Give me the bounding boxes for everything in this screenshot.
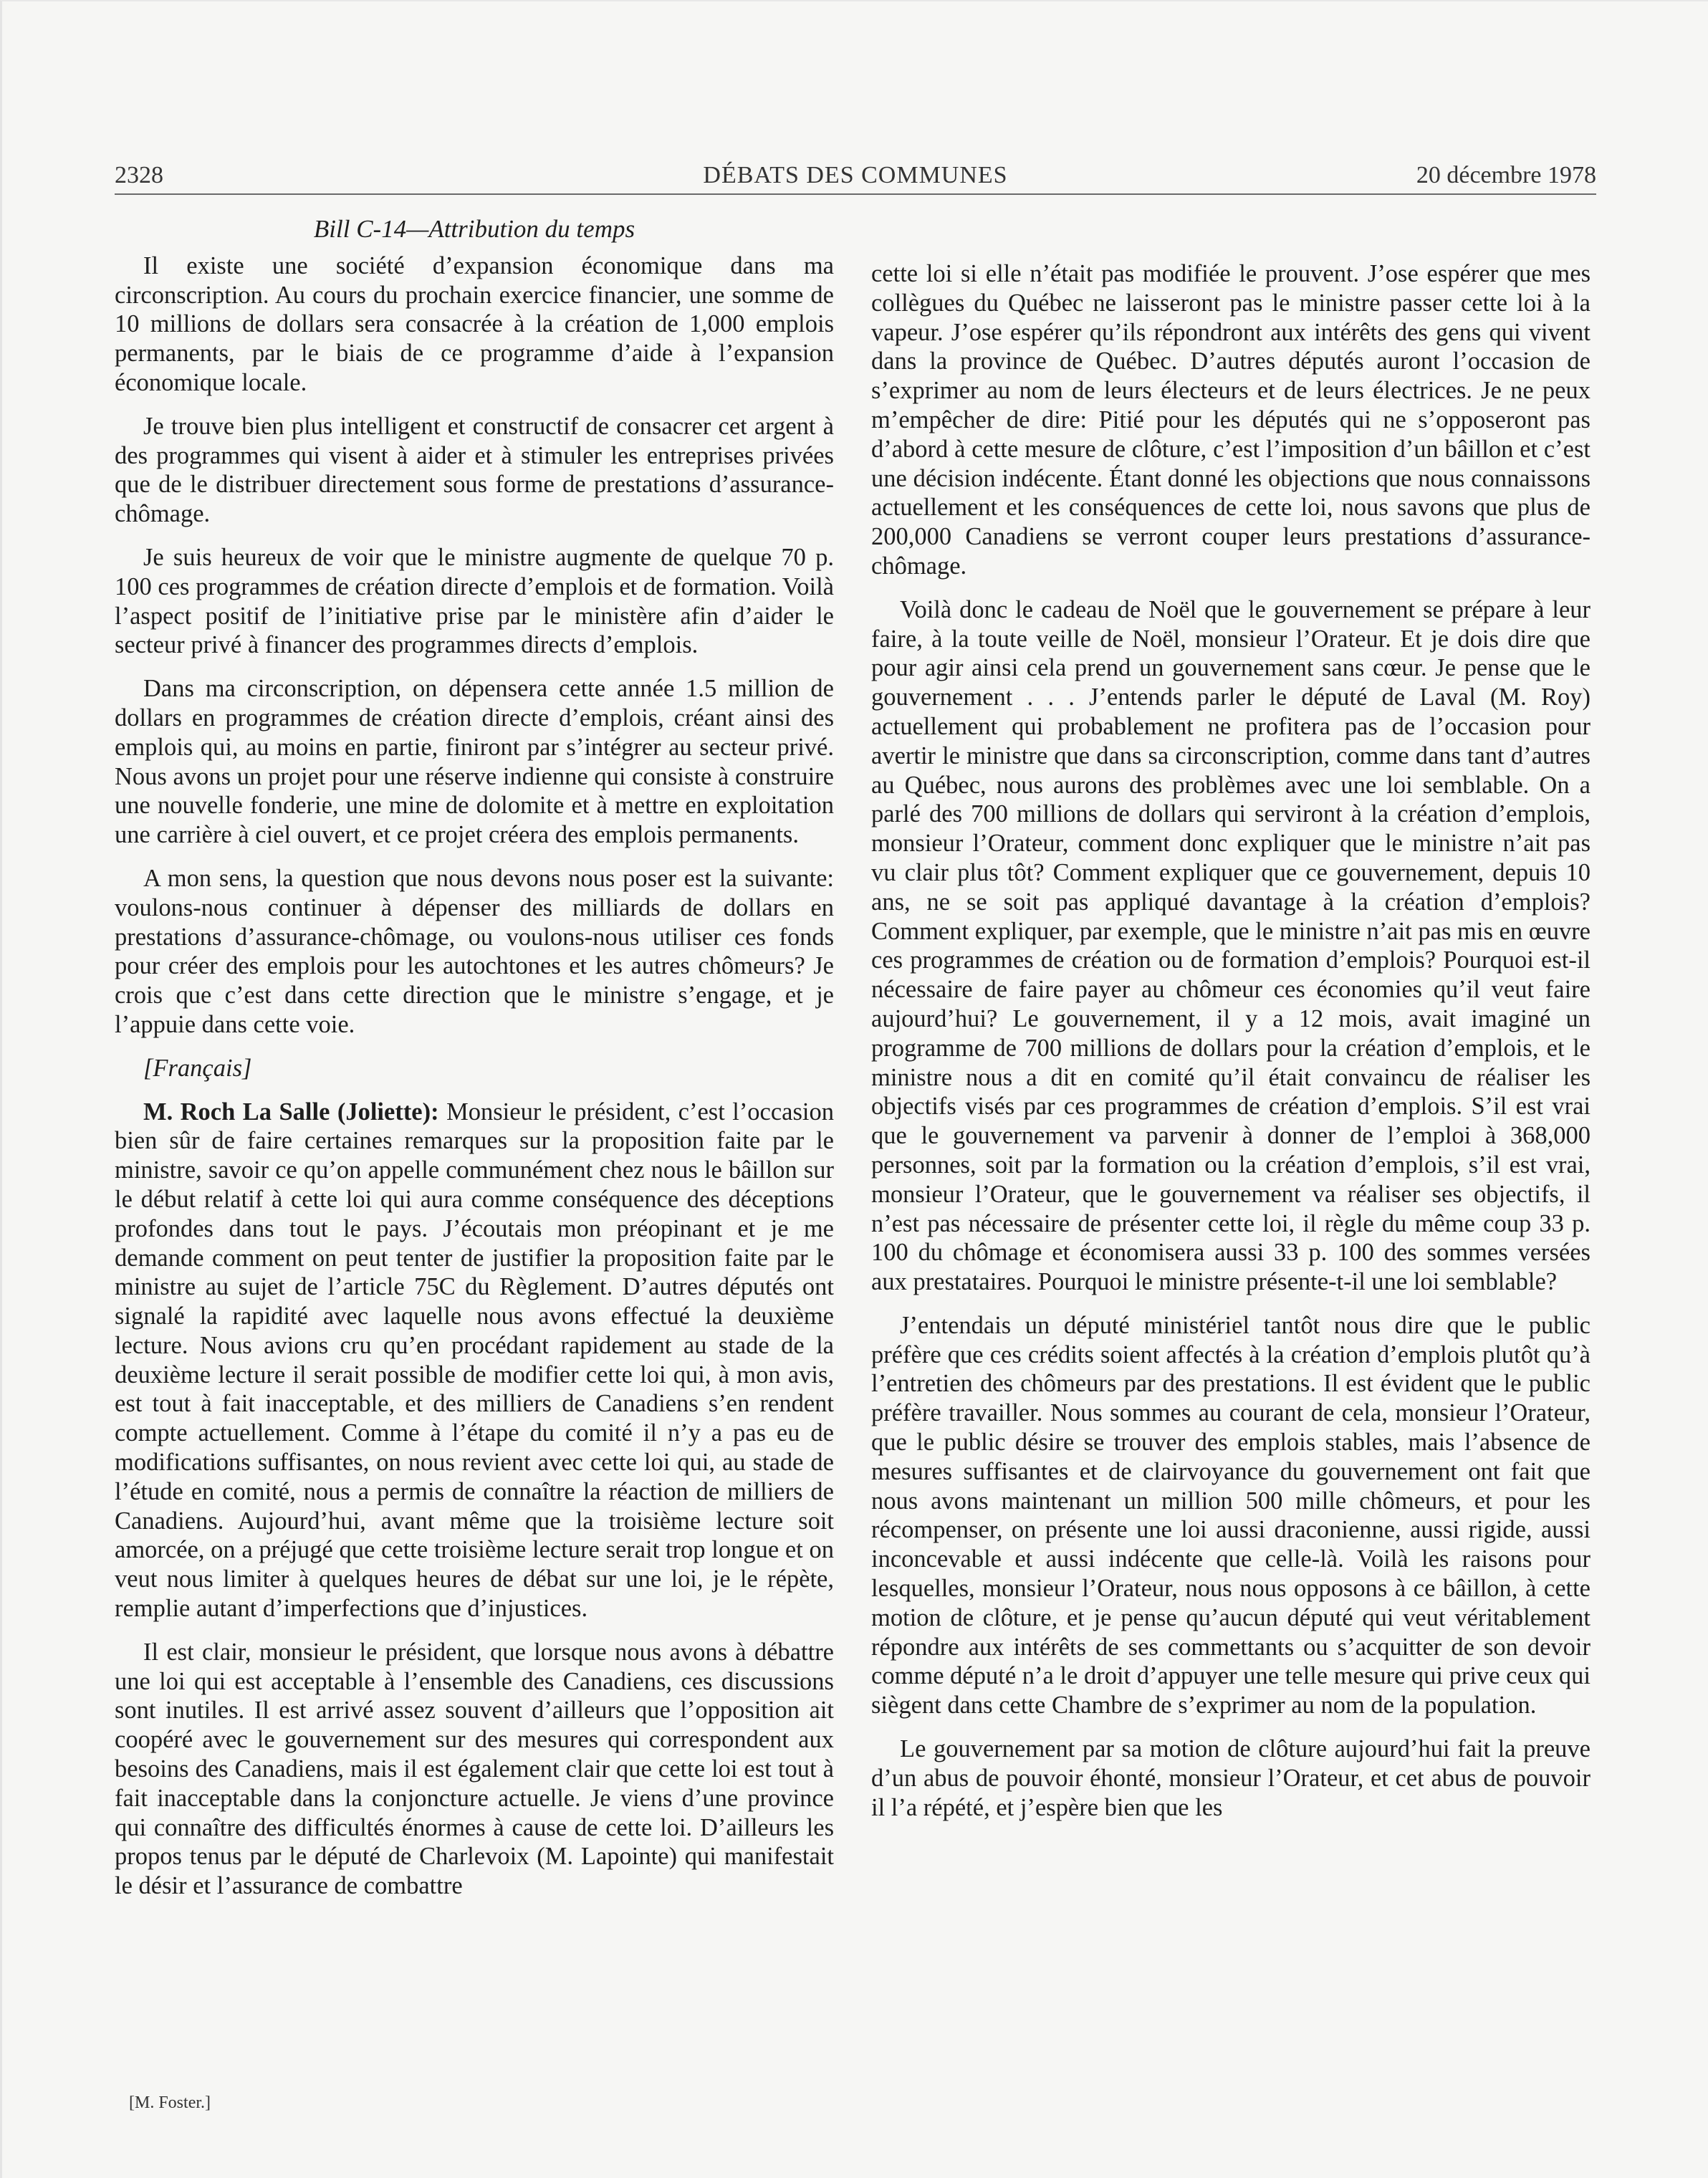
paragraph: Je trouve bien plus intelligent et constructif de consacrer cet argent à des programmes qui visent à aider et à stimuler les entreprises privées que de le distribuer directement sous forme de prestations d’assurance-chômage. xyxy=(115,412,834,528)
speech-paragraph xyxy=(115,1098,834,1623)
speaker-name: M. Roch La Salle (Joliette): xyxy=(143,1098,439,1126)
running-title: Bill C-14—Attribution du temps xyxy=(313,215,635,243)
publication-date: 20 décembre 1978 xyxy=(1416,162,1596,188)
left-column xyxy=(115,215,834,1915)
paragraph: A mon sens, la question que nous devons nous poser est la suivante: voulons-nous continuer à dépenser des milliards de dollars en prestations d’assurance-chômage, ou voulons-nous utiliser ces fonds pour créer des emplois pour les autochtones et les autres chômeurs? Je crois que c’est dans cette direction que le ministre s’engage, et je l’appuie dans cette voie. xyxy=(115,864,834,1038)
paragraph: cette loi si elle n’était pas modifiée le prouvent. J’ose espérer que mes collègues du Québec ne laisseront pas le ministre passer cette loi à la vapeur. J’ose espérer qu’ils répondront aux intérêts des gens qui vivent dans la province de Québec. D’autres députés auront l’occasion de s’exprimer au nom de leurs électeurs et de leurs électrices. Je ne peux m’empêcher de dire: Pitié pour les députés qui ne s’opposeront pas d’abord à cette mesure de clôture, c’est l’imposition d’un bâillon et c’est une décision indécente. Étant donné les objections que nous connaissons actuellement et les conséquences de cette loi, nous savons que plus de 200,000 Canadiens se verront couper leurs prestations d’assurance-chômage. xyxy=(871,260,1591,580)
right-column xyxy=(871,259,1591,1836)
speech-text: Monsieur le président, c’est l’occasion bien sûr de faire certaines remarques sur la proposition faite par le ministre, savoir ce qu’on appelle communément chez nous le bâillon sur le début relatif à cette loi qui aura comme conséquence des déceptions profondes dans tout le pays. J’écoutais mon préopinant et je me demande comment on peut tenter de justifier la proposition faite par le ministre au sujet de l’article 75C du Règlement. D’autres députés ont signalé la rapidité avec laquelle nous avons effectué la deuxième lecture. Nous avions cru qu’en procédant rapidement au stade de la deuxième lecture il serait possible de modifier cette loi qui, à mon avis, est tout à fait inacceptable, et des milliers de Canadiens s’en rendent compte actuellement. Comme à l’étape du comité il n’y a pas eu de modifications suffisantes, on nous revient avec cette loi qui, au stade de l’étude en comité, nous a permis de connaître la réaction de milliers de Canadiens. Aujourd’hui, avant même que la troisième lecture soit amorcée, on a préjugé que cette troisième lecture serait trop longue et on veut nous limiter à quelques heures de débat sur une loi, je le répète, remplie autant d’imperfections que d’injustices. xyxy=(115,1098,835,1623)
paragraph: Dans ma circonscription, on dépensera cette année 1.5 million de dollars en programmes de création directe d’emplois, créant ainsi des emplois qui, au moins en partie, finiront par s’intégrer au secteur privé. Nous avons un projet pour une réserve indienne qui consiste à construire une nouvelle fonderie, une mine de dolomite et à mettre en exploitation une carrière à ciel ouvert, et ce projet créera des emplois permanents. xyxy=(115,675,834,849)
footnote: [M. Foster.] xyxy=(129,2093,211,2112)
paragraph: Il est clair, monsieur le président, que lorsque nous avons à débattre une loi qui est acceptable à l’ensemble des Canadiens, ces discussions sont inutiles. Il est arrivé assez souvent d’ailleurs que l’opposition ait coopéré avec le gouvernement sur des mesures qui correspondent aux besoins des Canadiens, mais il est également clair que cette loi est tout à fait inacceptable dans la conjoncture actuelle. Je viens d’une province qui connaître des difficultés énormes à cause de cette loi. D’ailleurs les propos tenus par le député de Charlevoix (M. Lapointe) qui manifestait le désir et l’assurance de combattre xyxy=(115,1638,834,1900)
paragraph: J’entendais un député ministériel tantôt nous dire que le public préfère que ces crédits soient affectés à la création d’emplois plutôt qu’à l’entretien des chômeurs par des prestations. Il est évident que le public préfère travailler. Nous sommes au courant de cela, monsieur l’Orateur, que le public désire se trouver des emplois stables, mais l’absence de mesures suffisantes et de clairvoyance du gouvernement ont fait que nous avons maintenant un million 500 mille chômeurs, et pour les récompenser, on présente une loi aussi draconienne, aussi rigide, aussi inconcevable et aussi indécente que celle-là. Voilà les raisons pour lesquelles, monsieur l’Orateur, nous nous opposons à ce bâillon, à cette motion de clôture, et je pense qu’aucun député qui veut véritablement répondre aux intérêts de ses commettants ou s’acquitter de son devoir comme député n’a le droit d’appuyer une telle mesure qui prive ceux qui siègent dans cette Chambre de s’exprimer au nom de la population. xyxy=(871,1311,1591,1719)
paragraph: Je suis heureux de voir que le ministre augmente de quelque 70 p. 100 ces programmes de création directe d’emplois et de formation. Voilà l’aspect positif de l’initiative prise par le ministère afin d’aider le secteur privé à financer des programmes directs d’emplois. xyxy=(115,543,834,659)
publication-title: DÉBATS DES COMMUNES xyxy=(703,162,1008,188)
page-number: 2328 xyxy=(115,162,163,188)
paragraph: Voilà donc le cadeau de Noël que le gouvernement se prépare à leur faire, à la toute veille de Noël, monsieur l’Orateur. Et je dois dire que pour agir ainsi cela prend un gouvernement sans cœur. Je pense que le gouvernement . . . J’entends parler le député de Laval (M. Roy) actuellement qui probablement ne profitera pas de l’occasion pour avertir le ministre que dans sa circonscription, comme dans tant d’autres au Québec, nous aurons des problèmes avec une loi semblable. On a parlé des 700 millions de dollars qui serviront à la création d’emplois, monsieur l’Orateur, comment donc expliquer que le ministre n’ait pas vu clair plus tôt? Comment expliquer que ce gouvernement, depuis 10 ans, ne se soit pas appliqué davantage à la création d’emplois? Comment expliquer, par exemple, que le ministre n’ait pas mis en œuvre ces programmes de création ou de formation d’emplois? Pourquoi est-il nécessaire de faire payer au chômeur ces économies qu’il veut faire aujourd’hui? Le gouvernement, il y a 12 mois, avait imaginé un programme de 700 millions de dollars pour la création d’emplois, et le ministre nous a dit en comité qu’il était convaincu de réaliser les objectifs visés par ces programmes de création d’emplois. S’il est vrai que le gouvernement va parvenir à donner de l’emploi à 368,000 personnes, soit par la formation ou la création d’emplois, s’il est vrai, monsieur l’Orateur, que le gouvernement va réaliser ses objectifs, il n’est pas nécessaire de présenter cette loi, il règle du même coup 33 p. 100 du chômage et économisera aussi 33 p. 100 des sommes versées aux prestataires. Pourquoi le ministre présente-t-il une loi semblable? xyxy=(871,595,1591,1296)
paragraph: Il existe une société d’expansion économique dans ma circonscription. Au cours du prochain exercice financier, une somme de 10 millions de dollars sera consacrée à la création de 1,000 emplois permanents, par le biais de ce programme d’aide à l’expansion économique locale. xyxy=(115,251,834,396)
language-marker: [Français] xyxy=(143,1054,252,1082)
paragraph: Le gouvernement par sa motion de clôture aujourd’hui fait la preuve d’un abus de pouvoir éhonté, monsieur l’Orateur, et cet abus de pouvoir il l’a répété, et j’espère bien que les xyxy=(871,1735,1591,1821)
page-header xyxy=(115,162,1596,195)
